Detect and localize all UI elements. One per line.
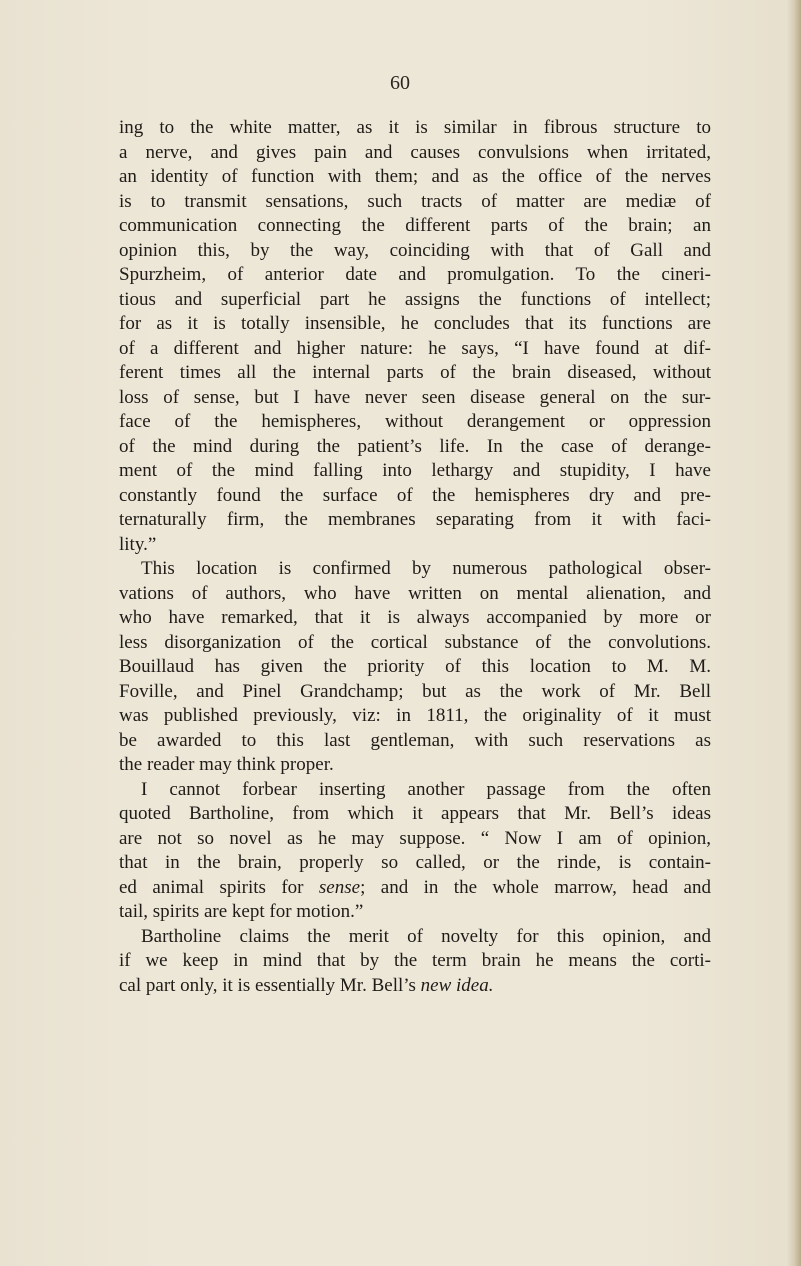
- page-edge: [787, 0, 801, 1266]
- text-line: an identity of function with them; and as the office of the nerves: [119, 166, 711, 187]
- text-line: quoted Bartholine, from which it appears that Mr. Bell’s ideas: [119, 803, 711, 824]
- page-number: 60: [390, 72, 410, 94]
- text-line: if we keep in mind that by the term brain he means the corti-: [119, 950, 711, 971]
- text-line: Foville, and Pinel Grandchamp; but as the work of Mr. Bell: [119, 680, 711, 702]
- text-line: [119, 876, 711, 901]
- text-line: tious and superficial part he assigns the functions of intellect;: [119, 288, 711, 310]
- text-span: cal part only, it is essentially Mr. Bell’s: [119, 974, 421, 996]
- text-line: I cannot forbear inserting another passage from the often: [141, 778, 711, 800]
- text-line: the reader may think proper.: [119, 754, 334, 775]
- text-line: less disorganization of the cortical substance of the convolutions.: [119, 631, 711, 653]
- text-line: of the mind during the patient’s life. In the case of derange-: [119, 435, 711, 457]
- italic-word: sense: [318, 876, 361, 898]
- text-line: who have remarked, that it is always accompanied by more or: [119, 607, 711, 628]
- text-line: Bartholine claims the merit of novelty for this opinion, and: [141, 925, 711, 947]
- text-span: ; and in the whole marrow, head and: [360, 876, 711, 898]
- text-line: that in the brain, properly so called, or the rinde, is contain-: [119, 852, 711, 873]
- text-line: lity.”: [119, 533, 157, 555]
- text-line: loss of sense, but I have never seen disease general on the sur-: [119, 386, 711, 408]
- text-line: a nerve, and gives pain and causes convulsions when irritated,: [119, 141, 711, 163]
- text-line: ment of the mind falling into lethargy and stupidity, I have: [119, 460, 711, 481]
- text-line: be awarded to this last gentleman, with such reservations as: [119, 729, 711, 751]
- text-line: [119, 974, 711, 999]
- text-line: ferent times all the internal parts of the brain diseased, without: [119, 362, 711, 383]
- text-line: This location is confirmed by numerous pathological obser-: [141, 558, 711, 579]
- text-line: tail, spirits are kept for motion.”: [119, 901, 364, 922]
- text-line: communication connecting the different parts of the brain; an: [119, 215, 711, 236]
- text-line: of a different and higher nature: he says, “I have found at dif-: [119, 337, 711, 359]
- text-line: Spurzheim, of anterior date and promulgation. To the cineri-: [119, 264, 711, 285]
- text-line: was published previously, viz: in 1811, the originality of it must: [119, 705, 711, 726]
- text-line: ing to the white matter, as it is similar in fibrous structure to: [119, 117, 711, 138]
- text-line: face of the hemispheres, without derangement or oppression: [119, 411, 711, 432]
- text-line: opinion this, by the way, coinciding with that of Gall and: [119, 239, 711, 261]
- body-text: [119, 116, 711, 998]
- text-line: Bouillaud has given the priority of this location to M. M.: [119, 656, 711, 677]
- text-line: ternaturally firm, the membranes separating from it with faci-: [119, 509, 711, 530]
- italic-phrase: new idea.: [420, 974, 494, 996]
- text-span: ed animal spirits for: [119, 876, 319, 898]
- text-line: constantly found the surface of the hemispheres dry and pre-: [119, 484, 711, 506]
- text-line: is to transmit sensations, such tracts of matter are mediæ of: [119, 190, 711, 212]
- text-line: vations of authors, who have written on mental alienation, and: [119, 582, 711, 604]
- text-line: for as it is totally insensible, he concludes that its functions are: [119, 313, 711, 334]
- text-line: are not so novel as he may suppose. “ Now I am of opinion,: [119, 827, 711, 849]
